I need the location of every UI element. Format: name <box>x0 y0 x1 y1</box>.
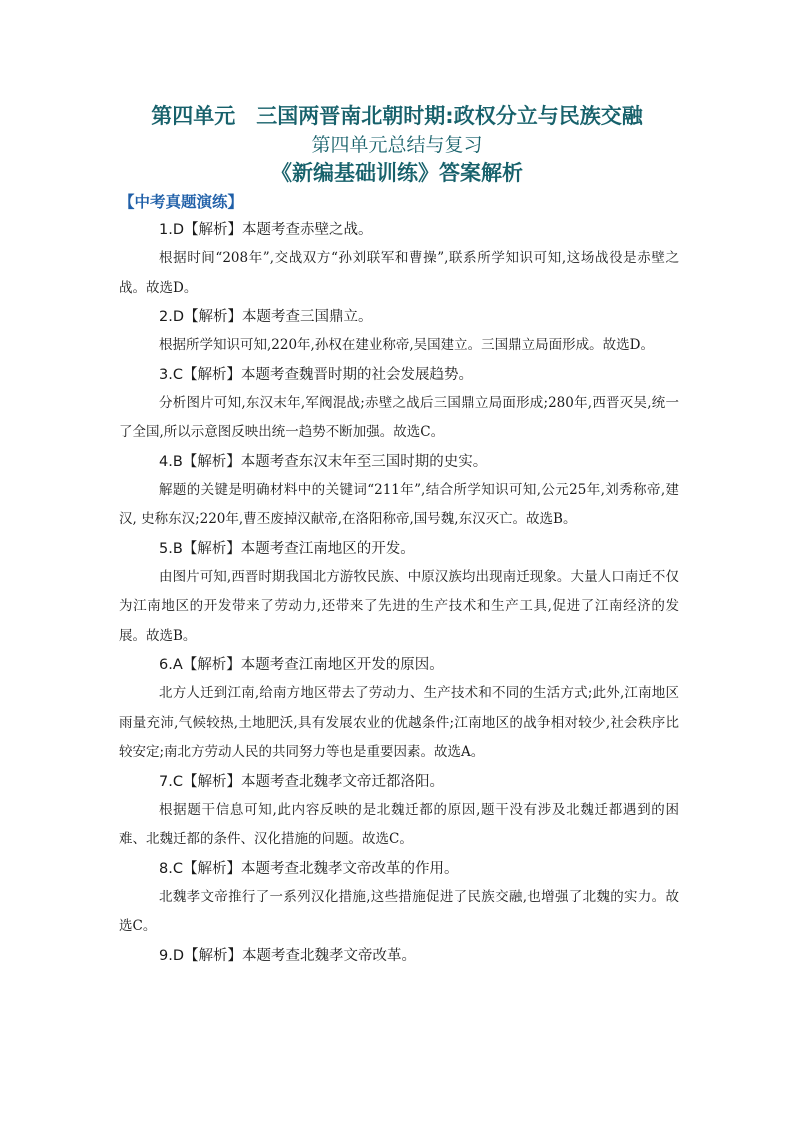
explanation-text: 由图片可知,西晋时期我国北方游牧民族、中原汉族均出现南迁现象。大量人口南迁不仅为江南地区的开发带来了劳动力,还带来了先进的生产技术和生产工具,促进了江南经济的发展。故选B。 <box>119 568 679 644</box>
question-line: 5.B【解析】本题考查江南地区的开发。 <box>159 540 415 557</box>
question-line: 2.D【解析】本题考查三国鼎立。 <box>159 309 373 325</box>
question-line: 4.B【解析】本题考查东汉末年至三国时期的史实。 <box>159 453 488 470</box>
question-line: 7.C【解析】本题考查北魏孝文帝迁都洛阳。 <box>159 773 444 790</box>
question-line: 6.A【解析】本题考查江南地区开发的原因。 <box>159 657 444 673</box>
explanation-text: 解题的关键是明确材料中的关键词“211年”,结合所学知识可知,公元25年,刘秀称帝,建汉, 史称东汉;220年,曹丕废掉汉献帝,在洛阳称帝,国号魏,东汉灭亡。故选B。 <box>119 481 679 527</box>
question-line: 8.C【解析】本题考查北魏孝文帝改革的作用。 <box>159 860 459 877</box>
question-line: 3.C【解析】本题考查魏晋时期的社会发展趋势。 <box>159 366 473 383</box>
answer-item <box>119 216 679 303</box>
document-title: 《新编基础训练》答案解析 <box>271 161 523 185</box>
answer-item <box>119 535 679 652</box>
section-heading: 【中考真题演练】 <box>119 193 244 211</box>
explanation-text: 根据所学知识可知,220年,孙权在建业称帝,吴国建立。三国鼎立局面形成。故选D。 <box>159 337 654 353</box>
answer-item <box>119 768 679 855</box>
answer-item <box>119 942 679 970</box>
unit-title: 第四单元 三国两晋南北朝时期:政权分立与民族交融 <box>151 104 643 128</box>
question-line: 9.D【解析】本题考查北魏孝文帝改革。 <box>159 947 416 964</box>
explanation-text: 分析图片可知,东汉末年,军阀混战;赤壁之战后三国鼎立局面形成;280年,西晋灭吴,统一了全国,所以示意图反映出统一趋势不断加强。故选C。 <box>119 394 679 440</box>
answer-item <box>119 651 679 768</box>
explanation-text: 根据时间“208年”,交战双方“孙刘联军和曹操”,联系所学知识可知,这场战役是赤壁之战。故选D。 <box>119 250 679 296</box>
answer-item <box>119 361 679 448</box>
answer-list <box>119 216 679 970</box>
question-line: 1.D【解析】本题考查赤壁之战。 <box>159 222 373 238</box>
answer-item <box>119 855 679 942</box>
unit-subtitle: 第四单元总结与复习 <box>311 134 483 156</box>
answer-item <box>119 448 679 535</box>
explanation-text: 北方人迁到江南,给南方地区带去了劳动力、生产技术和不同的生活方式;此外,江南地区雨量充沛,气候较热,土地肥沃,具有发展农业的优越条件;江南地区的战争相对较少,社会秩序比较安定;南北方劳动人民的共同努力等也是重要因素。故选A。 <box>119 685 679 760</box>
answer-item <box>119 303 679 361</box>
explanation-text: 根据题干信息可知,此内容反映的是北魏迁都的原因,题干没有涉及北魏迁都遇到的困难、北魏迁都的条件、汉化措施的问题。故选C。 <box>119 801 679 847</box>
explanation-text: 北魏孝文帝推行了一系列汉化措施,这些措施促进了民族交融,也增强了北魏的实力。故选C。 <box>119 888 679 934</box>
